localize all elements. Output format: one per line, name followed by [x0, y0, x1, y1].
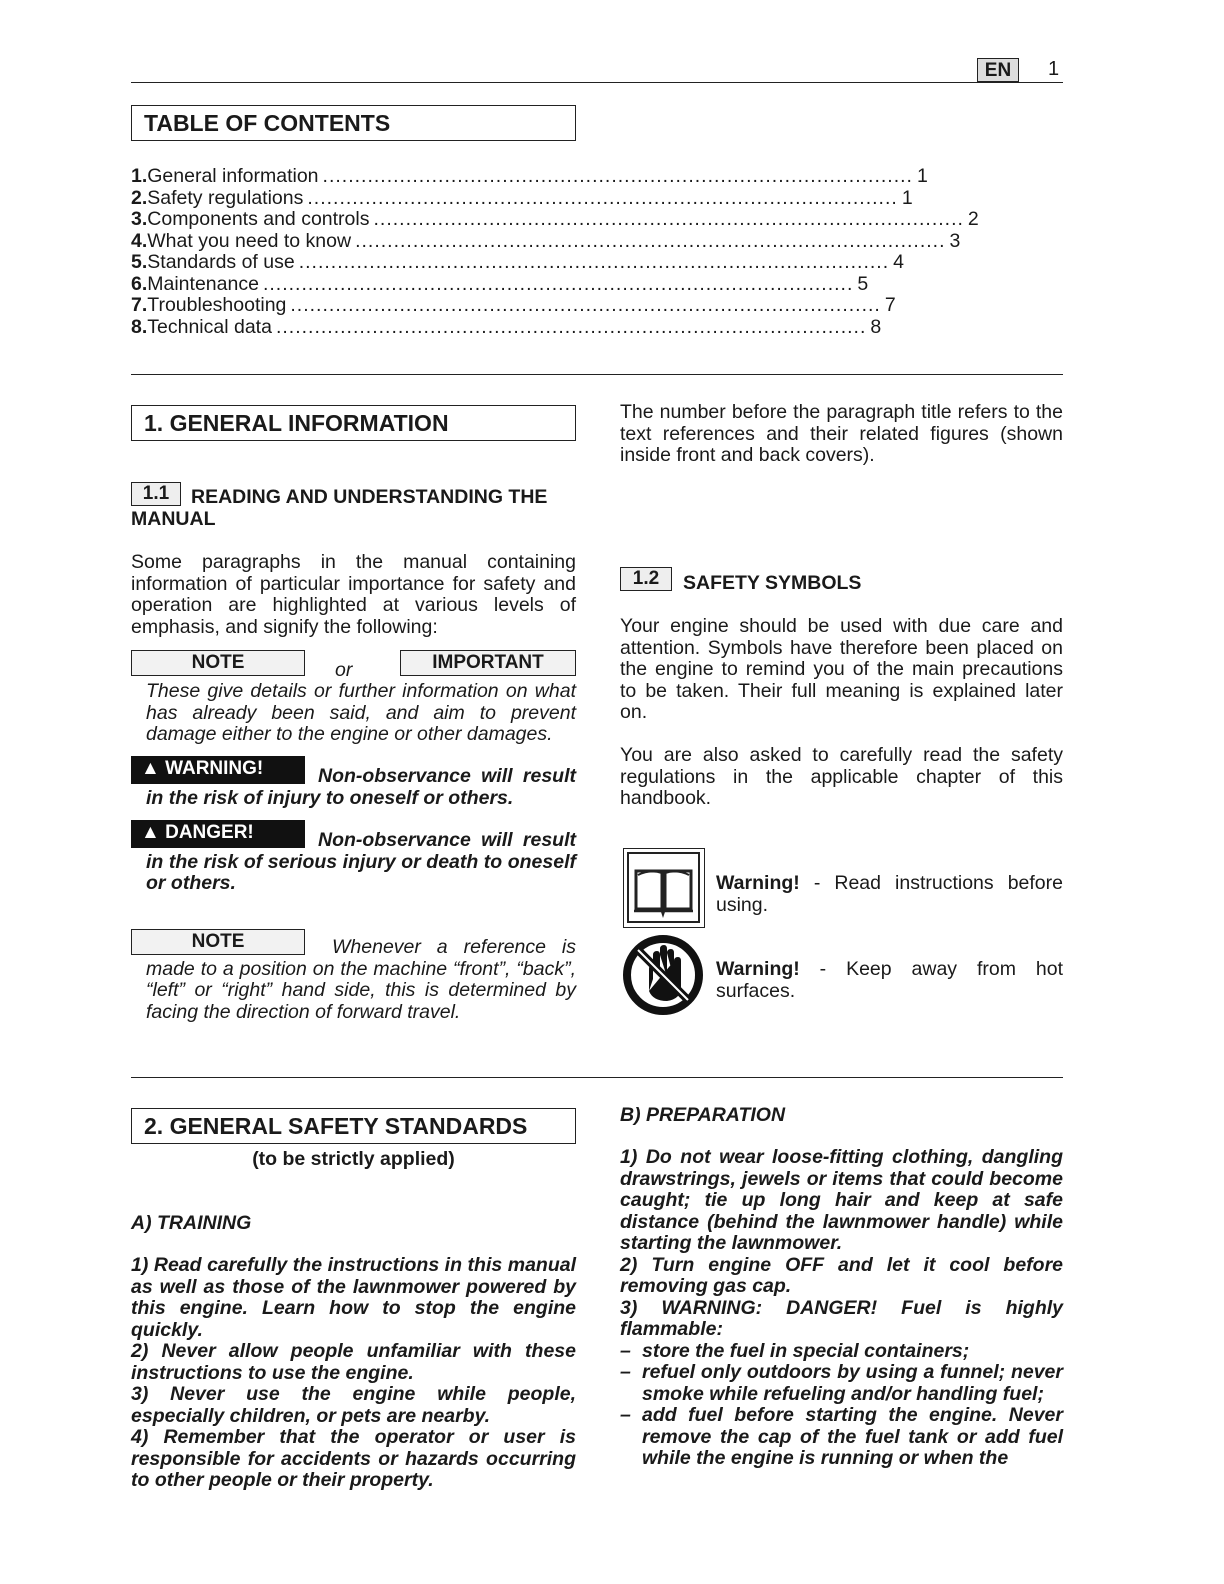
section-1-1-title: READING AND UNDERSTANDING THE MANUAL: [131, 486, 548, 530]
fuel-dash-item-2: – refuel only outdoors by using a funnel; never smoke while refueling and/or handling fuel;: [620, 1362, 1063, 1405]
toc-label: Maintenance: [147, 272, 259, 295]
toc-number: 5.: [131, 251, 148, 273]
toc-label: Safety regulations: [147, 186, 304, 209]
toc-row: [131, 165, 928, 188]
toc-number: 1.: [131, 165, 148, 187]
toc-leader-dots: ............................................................................................: [290, 294, 881, 316]
toc-number: 7.: [131, 294, 148, 316]
toc-leader-dots: ............................................................................................: [298, 251, 890, 273]
preparation-list: [620, 1147, 1063, 1470]
preparation-item-1: 1) Do not wear loose-fitting clothing, dangling drawstrings, jewels or items that could become caught; tie up long hair and keep at safe distance (behind the lawnmower handle) while starting the lawnmower.: [620, 1146, 1063, 1254]
section-2-subtitle: (to be strictly applied): [252, 1148, 455, 1170]
symbols-paragraph-1: Your engine should be used with due care and attention. Symbols have therefore been placed on the engine to remind you of the main precautions to be taken. Their full meaning is explained later on.: [620, 615, 1063, 723]
number-reference-paragraph: The number before the paragraph title refers to the text references and their related figures (shown inside front and back covers).: [620, 401, 1063, 466]
training-list: [131, 1255, 576, 1492]
toc-page: 5: [857, 272, 869, 295]
toc-label: Components and controls: [147, 208, 370, 230]
toc-label: Troubleshooting: [147, 294, 287, 316]
danger-triangle-icon: ▲: [141, 822, 160, 843]
toc-label: Standards of use: [147, 251, 295, 273]
symbols-paragraph-2: You are also asked to carefully read the safety regulations in the applicable chapter of this handbook.: [620, 744, 1063, 809]
toc-number: 4.: [131, 229, 148, 252]
toc-row: [131, 294, 896, 317]
note-text: These give details or further information on what has already been said, and aim to prevent damage either to the engine or other damages.: [146, 680, 576, 745]
toc-row: [131, 208, 979, 231]
toc-row: [131, 229, 961, 253]
toc-page: 4: [893, 251, 904, 273]
section-rule-1: [131, 374, 1063, 375]
note-tag-2: NOTE: [131, 929, 305, 955]
training-item-2: 2) Never allow people unfamiliar with these instructions to use the engine.: [131, 1340, 576, 1384]
symbol-2-text: Warning! - Keep away from hot surfaces.: [716, 958, 1063, 1002]
toc-page: 1: [916, 165, 928, 187]
toc-leader-dots: ............................................................................................: [355, 229, 946, 252]
note-tag: NOTE: [131, 650, 305, 676]
important-tag: IMPORTANT: [400, 650, 576, 676]
toc-leader-dots: ............................................................................................: [373, 208, 964, 230]
toc-number: 8.: [131, 315, 148, 338]
section-1-title: 1. GENERAL INFORMATION: [131, 405, 576, 441]
toc-leader-dots: ............................................................................................: [275, 315, 867, 338]
toc-page: 2: [967, 208, 979, 230]
header-rule: [131, 82, 1063, 83]
preparation-item-2: 2) Turn engine OFF and let it cool before removing gas cap.: [620, 1253, 1063, 1297]
toc-row: [131, 272, 869, 296]
toc-number: 2.: [131, 186, 148, 209]
intro-paragraph: Some paragraphs in the manual containing information of particular importance for safety and operation are highlighted at various levels of emphasis, and signify the following:: [131, 551, 576, 638]
fuel-dash-item-1: – store the fuel in special containers;: [620, 1341, 1063, 1363]
danger-tag: ▲ DANGER!: [131, 820, 305, 848]
warning-triangle-icon: ▲: [141, 758, 160, 779]
danger-text: Non-observance will result in the risk of serious injury or death to oneself or others.: [146, 829, 576, 894]
training-item-4: 4) Remember that the operator or user is responsible for accidents or hazards occurring to other people or their property.: [131, 1426, 576, 1491]
language-badge: EN: [977, 58, 1019, 82]
toc-page: 8: [870, 315, 882, 338]
toc-row: [131, 315, 882, 339]
toc-row: [131, 186, 913, 210]
training-item-1: 1) Read carefully the instructions in this manual as well as those of the lawnmower powered by this engine. Learn how to stop the engine quickly.: [131, 1254, 576, 1341]
toc-row: [131, 251, 904, 274]
toc-label: What you need to know: [147, 229, 352, 252]
section-2-title: 2. GENERAL SAFETY STANDARDS: [131, 1108, 576, 1144]
toc-leader-dots: ............................................................................................: [307, 186, 898, 209]
warning-tag: ▲ WARNING!: [131, 756, 305, 784]
section-1-2-title: SAFETY SYMBOLS: [683, 572, 862, 594]
page-number: 1: [1048, 58, 1060, 80]
training-heading: A) TRAINING: [131, 1212, 252, 1234]
hot-surface-icon: [623, 935, 703, 1015]
toc-page: 1: [901, 186, 913, 209]
toc-title: TABLE OF CONTENTS: [131, 105, 576, 141]
fuel-dash-item-3: – add fuel before starting the engine. Never remove the cap of the fuel tank or add fuel while the engine is running or when the: [620, 1405, 1063, 1470]
toc-list: [131, 165, 979, 338]
toc-leader-dots: ............................................................................................: [322, 165, 913, 187]
symbol-1-text: Warning! - Read instructions before using.: [716, 872, 1063, 916]
read-manual-icon: [623, 848, 705, 928]
toc-number: 3.: [131, 208, 148, 230]
or-text: or: [335, 659, 353, 681]
toc-page: 7: [884, 294, 896, 316]
training-item-3: 3) Never use the engine while people, especially children, or pets are nearby.: [131, 1383, 576, 1427]
toc-label: Technical data: [147, 315, 272, 338]
warning-text: Non-observance will result in the risk of injury to oneself or others.: [146, 765, 576, 809]
toc-page: 3: [949, 229, 961, 252]
section-rule-2: [131, 1077, 1063, 1078]
section-1-1-number: 1.1: [131, 482, 181, 506]
toc-label: General information: [147, 165, 319, 187]
section-1-2-number: 1.2: [620, 567, 672, 591]
note2-text: Whenever a reference is made to a position on the machine “front”, “back”, “left” or “right” hand side, this is determined by facing the direction of forward travel.: [146, 936, 576, 1023]
toc-number: 6.: [131, 272, 148, 295]
fuel-dash-list: [620, 1341, 1063, 1470]
preparation-item-3: 3) WARNING: DANGER! Fuel is highly flammable:: [620, 1296, 1063, 1340]
preparation-heading: B) PREPARATION: [620, 1104, 786, 1126]
toc-leader-dots: ............................................................................................: [262, 272, 854, 295]
